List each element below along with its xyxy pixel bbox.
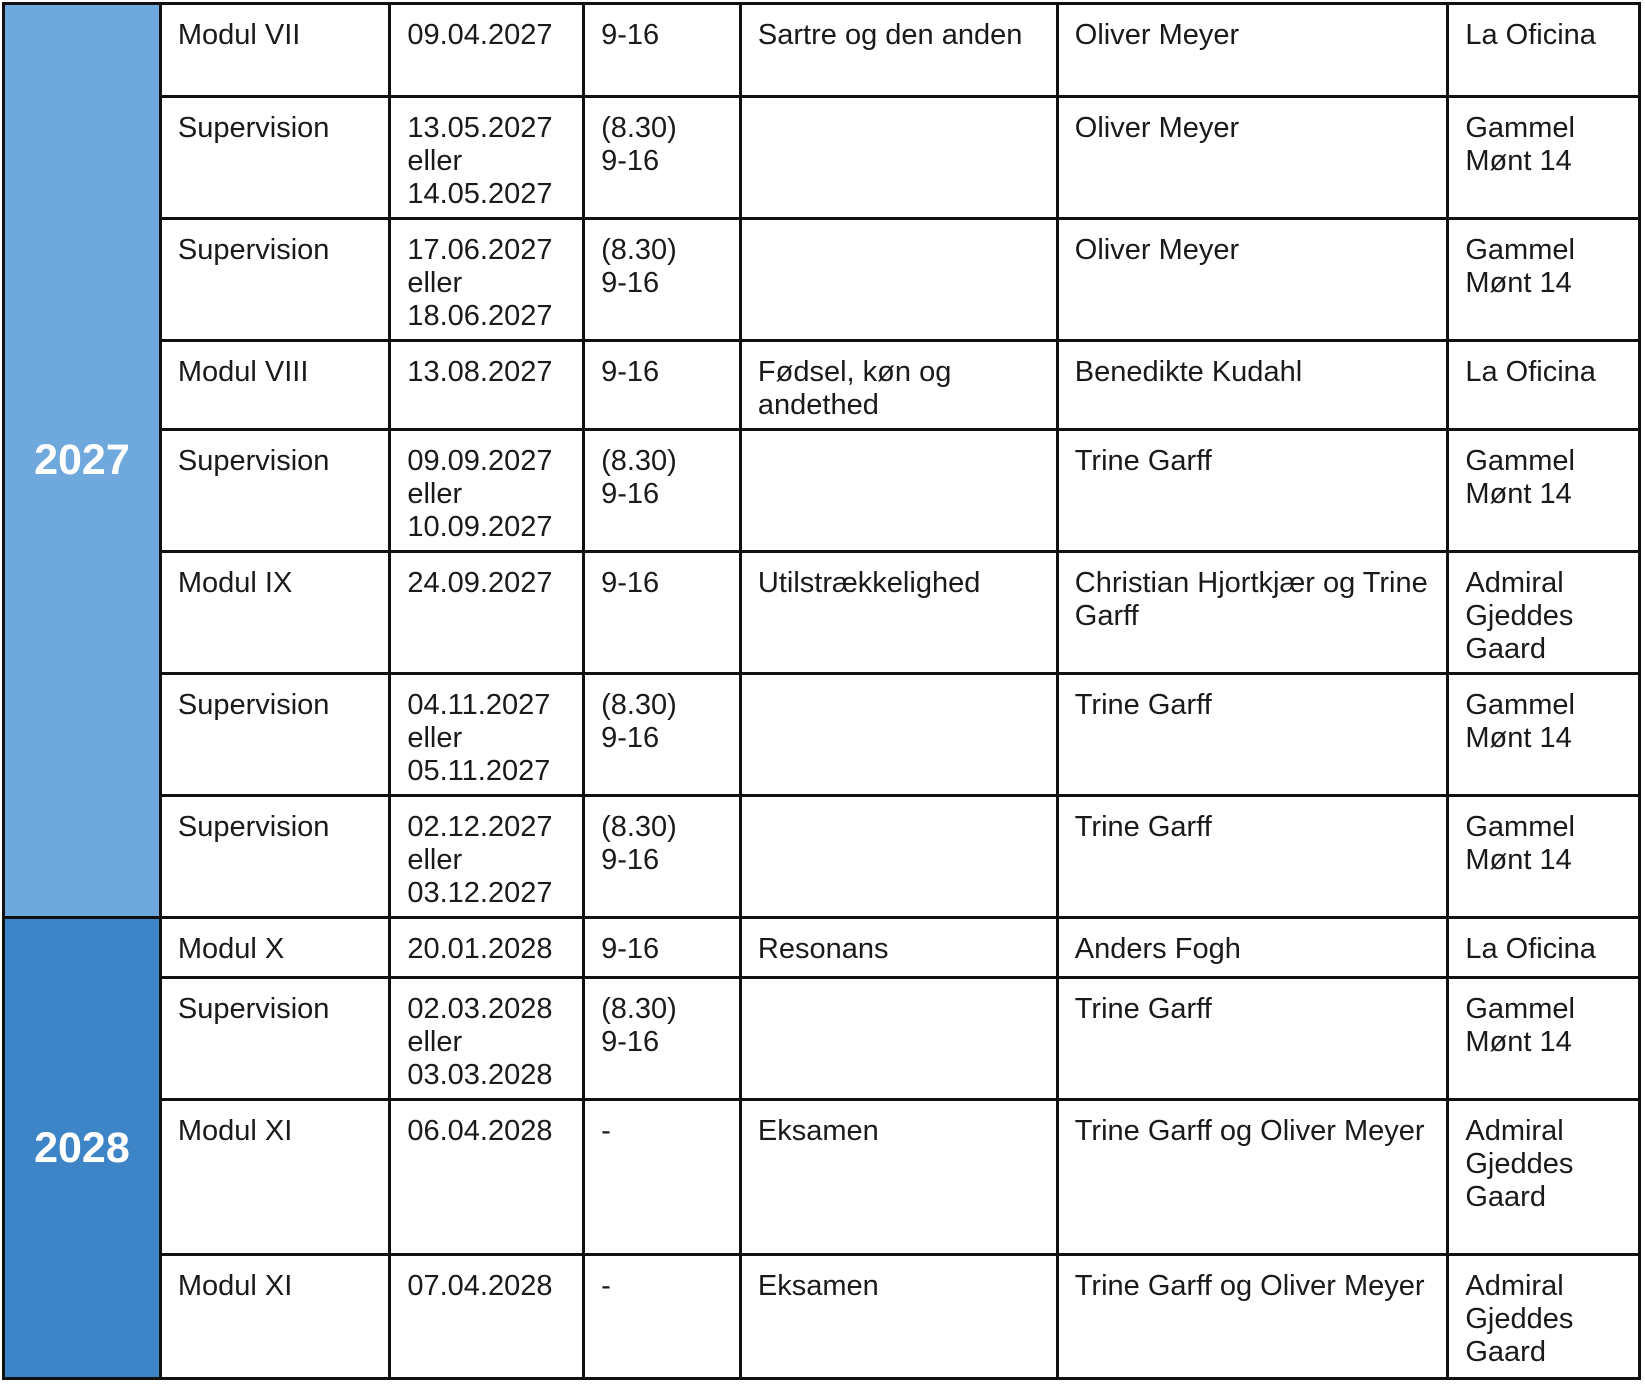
topic-cell: Resonans (740, 918, 1057, 978)
date-cell: 13.08.2027 (390, 341, 584, 430)
topic-cell (740, 674, 1057, 796)
table-row (4, 4, 1640, 97)
teacher-cell: Oliver Meyer (1057, 219, 1448, 341)
table-row (4, 341, 1640, 430)
date-cell: 09.04.2027 (390, 4, 584, 97)
time-cell: (8.30) 9-16 (584, 978, 741, 1100)
topic-cell: Sartre og den anden (740, 4, 1057, 97)
topic-cell (740, 978, 1057, 1100)
date-cell: 02.03.2028 eller 03.03.2028 (390, 978, 584, 1100)
date-cell: 20.01.2028 (390, 918, 584, 978)
location-cell: Admiral Gjeddes Gaard (1448, 552, 1640, 674)
date-cell: 06.04.2028 (390, 1100, 584, 1255)
topic-cell: Utilstrækkelighed (740, 552, 1057, 674)
location-cell: Gammel Mønt 14 (1448, 674, 1640, 796)
event-cell: Modul IX (160, 552, 390, 674)
year-label-2028: 2028 (4, 918, 161, 1379)
date-cell: 13.05.2027 eller 14.05.2027 (390, 97, 584, 219)
table-row (4, 219, 1640, 341)
event-cell: Supervision (160, 97, 390, 219)
time-cell: (8.30) 9-16 (584, 430, 741, 552)
table-row (4, 97, 1640, 219)
table-row (4, 918, 1640, 978)
year-label-2027: 2027 (4, 4, 161, 918)
table-row (4, 552, 1640, 674)
time-cell: (8.30) 9-16 (584, 219, 741, 341)
event-cell: Modul X (160, 918, 390, 978)
time-cell: - (584, 1100, 741, 1255)
teacher-cell: Christian Hjortkjær og Trine Garff (1057, 552, 1448, 674)
event-cell: Supervision (160, 796, 390, 918)
teacher-cell: Trine Garff og Oliver Meyer (1057, 1255, 1448, 1379)
event-cell: Supervision (160, 219, 390, 341)
event-cell: Modul XI (160, 1100, 390, 1255)
event-cell: Modul VII (160, 4, 390, 97)
topic-cell: Eksamen (740, 1255, 1057, 1379)
teacher-cell: Trine Garff (1057, 796, 1448, 918)
event-cell: Supervision (160, 978, 390, 1100)
location-cell: Admiral Gjeddes Gaard (1448, 1255, 1640, 1379)
teacher-cell: Anders Fogh (1057, 918, 1448, 978)
topic-cell (740, 219, 1057, 341)
event-cell: Modul VIII (160, 341, 390, 430)
event-cell: Supervision (160, 430, 390, 552)
location-cell: La Oficina (1448, 341, 1640, 430)
topic-cell: Fødsel, køn og andethed (740, 341, 1057, 430)
teacher-cell: Trine Garff (1057, 978, 1448, 1100)
table-row (4, 1255, 1640, 1379)
teacher-cell: Oliver Meyer (1057, 97, 1448, 219)
location-cell: Admiral Gjeddes Gaard (1448, 1100, 1640, 1255)
teacher-cell: Trine Garff og Oliver Meyer (1057, 1100, 1448, 1255)
time-cell: - (584, 1255, 741, 1379)
schedule-table (2, 2, 1641, 1380)
date-cell: 09.09.2027 eller 10.09.2027 (390, 430, 584, 552)
location-cell: La Oficina (1448, 4, 1640, 97)
table-row (4, 1100, 1640, 1255)
location-cell: Gammel Mønt 14 (1448, 978, 1640, 1100)
table-row (4, 674, 1640, 796)
date-cell: 04.11.2027 eller 05.11.2027 (390, 674, 584, 796)
topic-cell: Eksamen (740, 1100, 1057, 1255)
teacher-cell: Trine Garff (1057, 674, 1448, 796)
location-cell: Gammel Mønt 14 (1448, 430, 1640, 552)
date-cell: 17.06.2027 eller 18.06.2027 (390, 219, 584, 341)
time-cell: 9-16 (584, 552, 741, 674)
table-row (4, 430, 1640, 552)
time-cell: (8.30) 9-16 (584, 674, 741, 796)
location-cell: Gammel Mønt 14 (1448, 97, 1640, 219)
teacher-cell: Trine Garff (1057, 430, 1448, 552)
event-cell: Modul XI (160, 1255, 390, 1379)
topic-cell (740, 796, 1057, 918)
teacher-cell: Benedikte Kudahl (1057, 341, 1448, 430)
location-cell: Gammel Mønt 14 (1448, 219, 1640, 341)
table-row (4, 796, 1640, 918)
schedule-body (4, 4, 1640, 1379)
table-row (4, 978, 1640, 1100)
event-cell: Supervision (160, 674, 390, 796)
location-cell: La Oficina (1448, 918, 1640, 978)
date-cell: 02.12.2027 eller 03.12.2027 (390, 796, 584, 918)
topic-cell (740, 97, 1057, 219)
time-cell: (8.30) 9-16 (584, 796, 741, 918)
teacher-cell: Oliver Meyer (1057, 4, 1448, 97)
topic-cell (740, 430, 1057, 552)
time-cell: 9-16 (584, 4, 741, 97)
date-cell: 24.09.2027 (390, 552, 584, 674)
time-cell: 9-16 (584, 918, 741, 978)
location-cell: Gammel Mønt 14 (1448, 796, 1640, 918)
time-cell: (8.30) 9-16 (584, 97, 741, 219)
time-cell: 9-16 (584, 341, 741, 430)
date-cell: 07.04.2028 (390, 1255, 584, 1379)
